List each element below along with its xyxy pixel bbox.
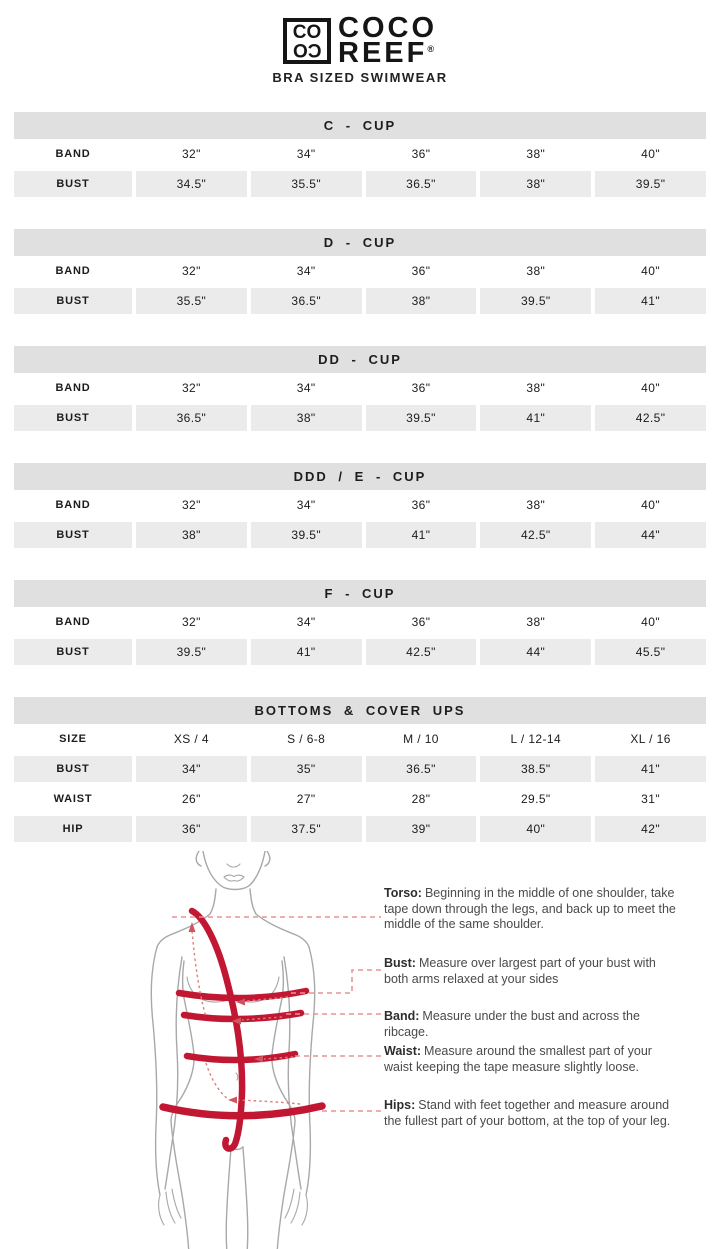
- jaw-outline: [203, 851, 265, 890]
- value-cell: 34": [296, 381, 316, 396]
- brand-name-line1: COCO: [338, 12, 437, 44]
- row-label: BUST: [14, 756, 132, 782]
- value-cell: 38": [526, 381, 546, 396]
- row-label: HIP: [14, 816, 132, 842]
- value-cell: 36": [411, 498, 431, 513]
- value-cell: 40": [641, 381, 660, 396]
- left-leg-inner: [226, 1147, 231, 1249]
- value-cell: 42": [595, 816, 706, 842]
- value-cell: L / 12-14: [510, 732, 562, 747]
- value-cell: 40": [641, 615, 660, 630]
- neck: [210, 889, 256, 914]
- cup-size-table: [14, 580, 706, 667]
- value-cell: 38": [526, 264, 546, 279]
- value-cell: 41": [366, 522, 477, 548]
- value-cell: 34": [296, 498, 316, 513]
- hips-arrowhead: [228, 1097, 237, 1104]
- right-hand: [285, 1189, 307, 1225]
- guide-item: [384, 1098, 682, 1129]
- row-label: BAND: [55, 382, 91, 395]
- row-label: BUST: [14, 405, 132, 431]
- guide-item-text: Measure under the bust and across the ribcage.: [384, 1009, 640, 1039]
- right-leg-outer: [277, 1121, 295, 1249]
- guide-item: [384, 886, 682, 933]
- value-cell: 40": [480, 816, 591, 842]
- value-cell: 32": [181, 147, 201, 162]
- monogram-top: CO: [292, 21, 322, 43]
- cup-size-table: [14, 463, 706, 550]
- value-cell: 28": [411, 792, 431, 807]
- guide-item-label: Hips:: [384, 1098, 416, 1113]
- left-ear: [196, 851, 201, 866]
- table-row: [14, 520, 706, 550]
- table-row: [14, 724, 706, 754]
- value-cell: 40": [641, 147, 660, 162]
- value-cell: 45.5": [595, 639, 706, 665]
- value-cell: 41": [251, 639, 362, 665]
- left-torso-side: [171, 961, 194, 1121]
- cup-size-table: [14, 229, 706, 316]
- value-cell: 44": [480, 639, 591, 665]
- lips: [224, 875, 244, 881]
- value-cell: M / 10: [403, 732, 439, 747]
- table-row: [14, 784, 706, 814]
- row-label: SIZE: [59, 733, 87, 746]
- hips-dotted: [238, 1100, 300, 1104]
- value-cell: 36.5": [136, 405, 247, 431]
- cup-size-table: [14, 112, 706, 199]
- value-cell: 36.5": [366, 171, 477, 197]
- value-cell: 40": [641, 498, 660, 513]
- right-arm-outer: [306, 947, 315, 1195]
- value-cell: S / 6-8: [287, 732, 326, 747]
- value-cell: 36": [411, 615, 431, 630]
- band-measure-line: [184, 1013, 301, 1019]
- value-cell: 42.5": [480, 522, 591, 548]
- value-cell: 36.5": [251, 288, 362, 314]
- left-arm-outer: [151, 947, 160, 1195]
- right-ear: [265, 851, 270, 866]
- value-cell: 39.5": [366, 405, 477, 431]
- value-cell: 36.5": [366, 756, 477, 782]
- value-cell: 34.5": [136, 171, 247, 197]
- table-title: BOTTOMS & COVER UPS: [14, 697, 706, 724]
- value-cell: 39.5": [480, 288, 591, 314]
- table-title: C - CUP: [14, 112, 706, 139]
- table-row: [14, 637, 706, 667]
- value-cell: 26": [181, 792, 201, 807]
- left-hand: [159, 1189, 181, 1225]
- registered-mark: ®: [427, 43, 434, 54]
- value-cell: 37.5": [251, 816, 362, 842]
- value-cell: 32": [181, 615, 201, 630]
- row-label: BAND: [55, 148, 91, 161]
- value-cell: 38": [251, 405, 362, 431]
- value-cell: 34": [296, 615, 316, 630]
- right-leg-inner: [243, 1147, 248, 1249]
- value-cell: 36": [136, 816, 247, 842]
- value-cell: 38": [136, 522, 247, 548]
- value-cell: 39.5": [595, 171, 706, 197]
- value-cell: 32": [181, 264, 201, 279]
- table-row: [14, 139, 706, 169]
- row-label: BUST: [14, 171, 132, 197]
- table-row: [14, 403, 706, 433]
- guide-item-label: Torso:: [384, 886, 422, 901]
- row-label: BAND: [55, 616, 91, 629]
- navel: [236, 1073, 238, 1080]
- table-row: [14, 286, 706, 316]
- table-row: [14, 607, 706, 637]
- row-label: BUST: [14, 288, 132, 314]
- brand-name-line2: REEF®: [338, 36, 434, 69]
- value-cell: 39": [366, 816, 477, 842]
- value-cell: 32": [181, 498, 201, 513]
- guide-item-label: Waist:: [384, 1044, 422, 1059]
- torso-dotted-vertical: [192, 931, 206, 1017]
- value-cell: 36": [411, 381, 431, 396]
- measurement-bands: [163, 911, 322, 1149]
- value-cell: 29.5": [520, 792, 551, 807]
- guide-item-text: Beginning in the middle of one shoulder, take tape down through the legs, and back up to meet the middle of the same shoulder.: [384, 886, 676, 932]
- value-cell: 38": [366, 288, 477, 314]
- right-torso-side: [272, 961, 295, 1121]
- value-cell: 35.5": [136, 288, 247, 314]
- value-cell: 38": [526, 615, 546, 630]
- value-cell: 41": [480, 405, 591, 431]
- row-label: BUST: [14, 522, 132, 548]
- brand-name: [338, 12, 437, 69]
- value-cell: 38": [526, 498, 546, 513]
- size-tables-section: [14, 112, 706, 844]
- guide-item-label: Band:: [384, 1009, 420, 1024]
- value-cell: 39.5": [251, 522, 362, 548]
- torso-dotted-diagonal: [206, 1063, 228, 1099]
- guide-item: [384, 1009, 682, 1040]
- value-cell: 41": [595, 288, 706, 314]
- table-row: [14, 373, 706, 403]
- table-row: [14, 490, 706, 520]
- measuring-diagram: [0, 851, 720, 1249]
- brand-tagline: BRA SIZED SWIMWEAR: [272, 70, 448, 86]
- value-cell: 39.5": [136, 639, 247, 665]
- value-cell: 42.5": [595, 405, 706, 431]
- cup-size-table: [14, 346, 706, 433]
- value-cell: 36": [411, 264, 431, 279]
- value-cell: 38.5": [480, 756, 591, 782]
- brand-logo: [283, 12, 437, 69]
- row-label: BUST: [14, 639, 132, 665]
- table-row: [14, 754, 706, 784]
- value-cell: 40": [641, 264, 660, 279]
- table-row: [14, 814, 706, 844]
- row-label: BAND: [55, 499, 91, 512]
- table-title: DDD / E - CUP: [14, 463, 706, 490]
- guide-item: [384, 956, 682, 987]
- value-cell: 38": [526, 147, 546, 162]
- value-cell: 38": [480, 171, 591, 197]
- value-cell: 34": [296, 147, 316, 162]
- value-cell: 36": [411, 147, 431, 162]
- value-cell: 27": [296, 792, 316, 807]
- table-title: D - CUP: [14, 229, 706, 256]
- row-label: WAIST: [53, 793, 93, 806]
- nose: [227, 864, 240, 867]
- value-cell: 35.5": [251, 171, 362, 197]
- table-row: [14, 169, 706, 199]
- value-cell: 34": [296, 264, 316, 279]
- right-shoulder: [256, 914, 309, 947]
- left-leg-outer: [171, 1121, 189, 1249]
- value-cell: 34": [136, 756, 247, 782]
- coco-reef-monogram-icon: [283, 18, 331, 64]
- value-cell: 32": [181, 381, 201, 396]
- guide-item-text: Stand with feet together and measure around the fullest part of your bottom, at the top of your leg.: [384, 1098, 671, 1128]
- value-cell: 35": [251, 756, 362, 782]
- body-outline: [151, 851, 314, 1249]
- value-cell: XL / 16: [630, 732, 671, 747]
- bottoms-coverups-table: [14, 697, 706, 844]
- table-title: F - CUP: [14, 580, 706, 607]
- guide-item-text: Measure around the smallest part of your waist keeping the tape measure slightly loose.: [384, 1044, 652, 1074]
- value-cell: 41": [595, 756, 706, 782]
- value-cell: 31": [641, 792, 660, 807]
- brand-header: [0, 0, 720, 85]
- row-label: BAND: [55, 265, 91, 278]
- value-cell: 44": [595, 522, 706, 548]
- table-title: DD - CUP: [14, 346, 706, 373]
- guide-item-label: Bust:: [384, 956, 416, 971]
- guide-item: [384, 1044, 682, 1075]
- value-cell: 42.5": [366, 639, 477, 665]
- guide-arrowheads: [189, 922, 264, 1104]
- table-row: [14, 256, 706, 286]
- monogram-bottom: CO: [292, 38, 322, 60]
- guide-item-text: Measure over largest part of your bust with both arms relaxed at your sides: [384, 956, 656, 986]
- value-cell: XS / 4: [173, 732, 209, 747]
